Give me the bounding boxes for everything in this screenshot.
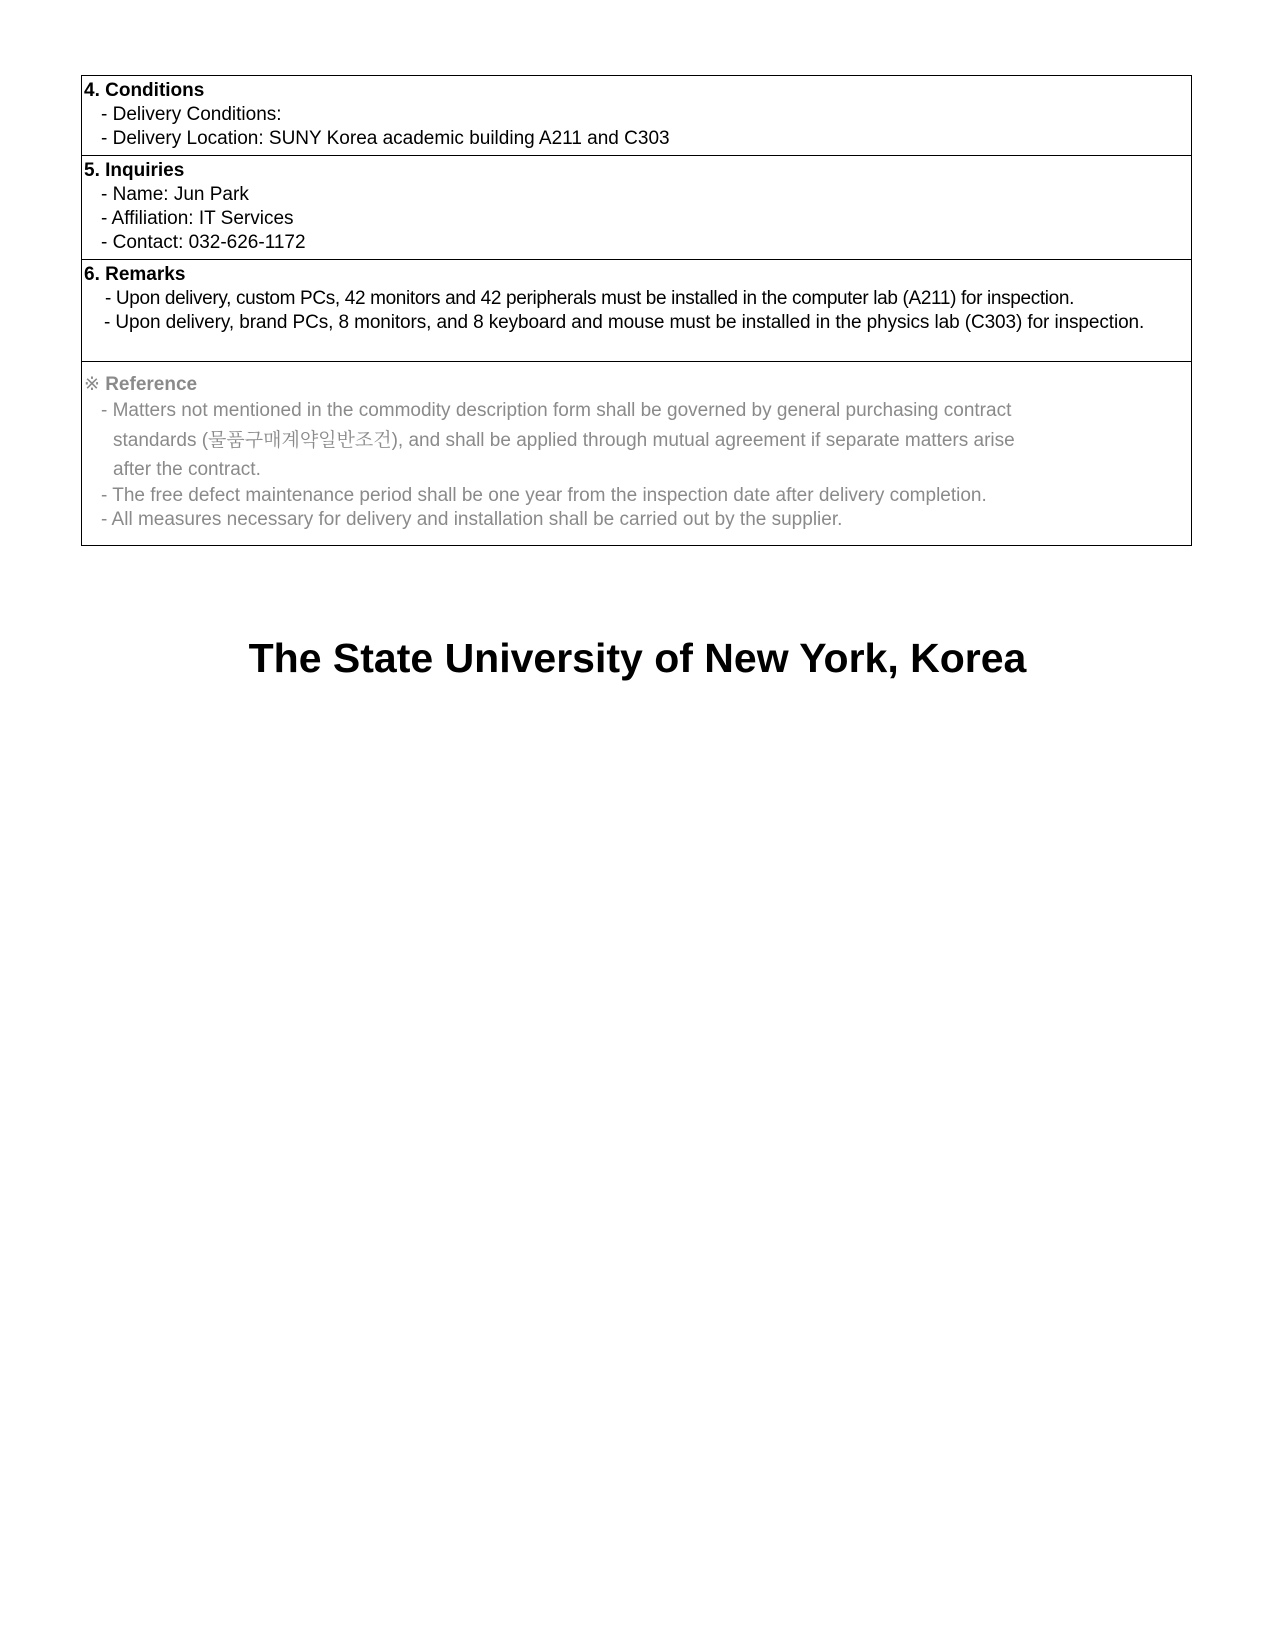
reference-mark-icon: ※ <box>84 374 100 395</box>
inquiry-contact-line: - Contact: 032-626-1172 <box>101 232 306 253</box>
reference-item1-line3: after the contract. <box>113 459 261 480</box>
inquiry-name-line: - Name: Jun Park <box>101 184 249 205</box>
delivery-conditions-line: - Delivery Conditions: <box>101 104 282 125</box>
reference-item-supplier-measures: - All measures necessary for delivery and installation shall be carried out by the supplier. <box>101 509 843 530</box>
delivery-location-line: - Delivery Location: SUNY Korea academic building A211 and C303 <box>101 128 670 149</box>
inquiries-title: 5. Inquiries <box>84 160 185 181</box>
inquiries-section <box>82 156 1191 260</box>
institution-title <box>0 634 1275 682</box>
remark-physics-lab: - Upon delivery, brand PCs, 8 monitors, and 8 keyboard and mouse must be installed in the physics lab (C303) for inspection. <box>104 312 1145 333</box>
reference-title: Reference <box>105 374 198 395</box>
conditions-section <box>82 76 1191 156</box>
commodity-description-form <box>81 75 1192 546</box>
remark-computer-lab: - Upon delivery, custom PCs, 42 monitors and 42 peripherals must be installed in the computer lab (A211) for inspection. <box>105 288 1075 309</box>
institution-name: The State University of New York, Korea <box>248 635 1027 681</box>
reference-item-contract-standards <box>84 397 1189 484</box>
reference-item-maintenance-period: - The free defect maintenance period shall be one year from the inspection date after delivery completion. <box>101 485 987 506</box>
conditions-title: 4. Conditions <box>84 80 205 101</box>
reference-item1-line2: standards (물품구매계약일반조건), and shall be applied through mutual agreement if separate matters arise <box>113 430 1015 451</box>
reference-section <box>82 362 1191 545</box>
inquiry-affiliation-line: - Affiliation: IT Services <box>101 208 294 229</box>
remarks-section <box>82 260 1191 362</box>
reference-item1-line1: - Matters not mentioned in the commodity description form shall be governed by general purchasing contract <box>101 400 1012 421</box>
remarks-title: 6. Remarks <box>84 264 186 285</box>
reference-heading <box>84 373 1189 397</box>
